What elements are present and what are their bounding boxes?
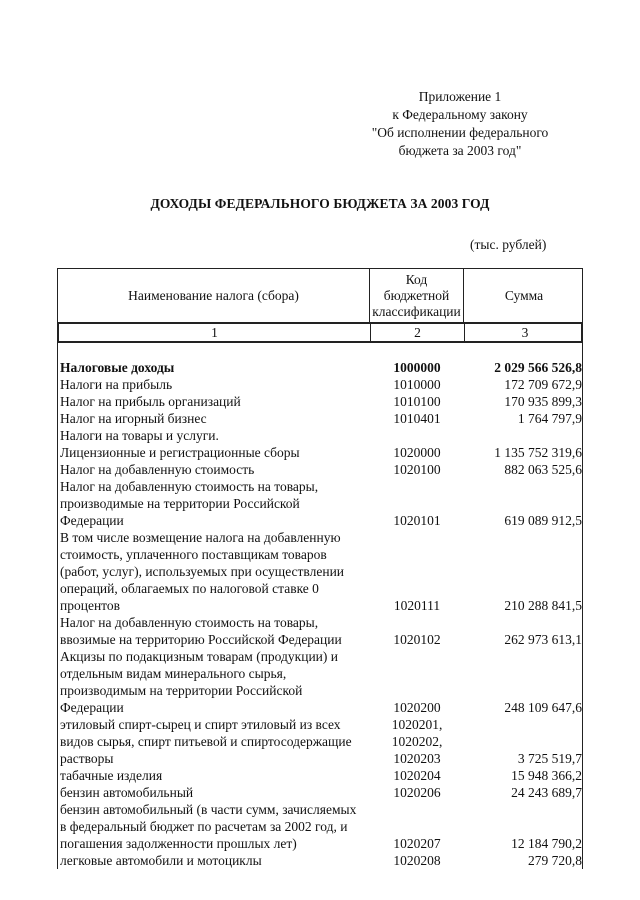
header-code-line-3: классификации bbox=[372, 303, 461, 319]
row-code: 1020203 bbox=[393, 751, 441, 766]
row-name-line: бензин автомобильный (в части сумм, зачисляемых bbox=[60, 802, 357, 817]
table-row bbox=[58, 801, 582, 852]
appendix-line-4: бюджета за 2003 год" bbox=[398, 143, 522, 158]
row-code: 1020101 bbox=[393, 513, 441, 528]
row-name bbox=[58, 359, 370, 376]
row-name bbox=[58, 614, 370, 648]
appendix-block bbox=[360, 88, 560, 160]
row-name-line: операций, облагаемых по налоговой ставке 0 bbox=[60, 581, 319, 596]
row-code: 1020202, bbox=[391, 734, 443, 749]
table-row bbox=[58, 716, 582, 733]
row-name bbox=[58, 784, 370, 801]
table-header bbox=[57, 268, 583, 322]
row-name-line: ввозимые на территорию Российской Федерации bbox=[60, 632, 342, 647]
table-row bbox=[58, 750, 582, 767]
row-code: 1010401 bbox=[393, 411, 441, 426]
row-name-line: производимым на территории Российской bbox=[60, 683, 303, 698]
row-name bbox=[58, 852, 370, 869]
row-code: 1000000 bbox=[393, 360, 441, 375]
row-sum: 3 725 519,7 bbox=[517, 751, 582, 766]
table-row bbox=[58, 461, 582, 478]
table-row bbox=[58, 410, 582, 427]
row-sum: 882 063 525,6 bbox=[504, 462, 582, 477]
row-name bbox=[58, 529, 370, 614]
row-code: 1020207 bbox=[393, 836, 441, 851]
document-title: ДОХОДЫ ФЕДЕРАЛЬНОГО БЮДЖЕТА ЗА 2003 ГОД bbox=[150, 196, 490, 211]
row-name-line: Налог на игорный бизнес bbox=[60, 411, 207, 426]
table-row bbox=[58, 376, 582, 393]
row-name-line: Акцизы по подакцизным товарам (продукции) и bbox=[60, 649, 338, 664]
row-name bbox=[58, 716, 370, 733]
row-sum: 15 948 366,2 bbox=[511, 768, 582, 783]
row-sum: 248 109 647,6 bbox=[504, 700, 582, 715]
row-name-line: производимые на территории Российской bbox=[60, 496, 300, 511]
table-row bbox=[58, 733, 582, 750]
row-code: 1020200 bbox=[393, 700, 441, 715]
row-sum: 619 089 912,5 bbox=[504, 513, 582, 528]
row-name-line: Налог на добавленную стоимость на товары, bbox=[60, 479, 319, 494]
row-code: 1020111 bbox=[393, 598, 441, 613]
row-name-line: процентов bbox=[60, 598, 121, 613]
row-name bbox=[58, 376, 370, 393]
row-name bbox=[58, 393, 370, 410]
row-name-line: отдельным видам минерального сырья, bbox=[60, 666, 287, 681]
row-name bbox=[58, 801, 370, 852]
units-label: (тыс. рублей) bbox=[470, 237, 547, 252]
row-sum: 210 288 841,5 bbox=[504, 598, 582, 613]
row-code: 1020102 bbox=[393, 632, 441, 647]
row-sum: 170 935 899,3 bbox=[504, 394, 582, 409]
header-code-line-1: Код bbox=[405, 271, 428, 287]
column-number: 1 bbox=[59, 324, 371, 341]
table-row bbox=[58, 648, 582, 716]
row-name-line: В том числе возмещение налога на добавленную bbox=[60, 530, 341, 545]
row-sum: 12 184 790,2 bbox=[511, 836, 582, 851]
header-name: Наименование налога (сбора) bbox=[58, 269, 370, 322]
row-name bbox=[58, 410, 370, 427]
row-name-line: табачные изделия bbox=[60, 768, 163, 783]
header-sum: Сумма bbox=[504, 287, 544, 303]
row-name-line: видов сырья, спирт питьевой и спиртосодержащие bbox=[60, 734, 352, 749]
appendix-line-1: Приложение 1 bbox=[418, 89, 502, 104]
table-row bbox=[58, 359, 582, 376]
row-name-line: Федерации bbox=[60, 513, 124, 528]
table-row bbox=[58, 393, 582, 410]
header-code bbox=[370, 269, 464, 322]
header-code-line-2: бюджетной bbox=[383, 287, 450, 303]
appendix-line-3: "Об исполнении федерального bbox=[371, 125, 549, 140]
row-name-line: погашения задолженности прошлых лет) bbox=[60, 836, 297, 851]
row-name-line: Налог на прибыль организаций bbox=[60, 394, 241, 409]
row-name-line: бензин автомобильный bbox=[60, 785, 194, 800]
row-name-line: Налоги на прибыль bbox=[60, 377, 173, 392]
table-row bbox=[58, 529, 582, 614]
row-code: 1020201, bbox=[391, 717, 443, 732]
row-sum: 279 720,8 bbox=[528, 853, 582, 868]
row-name-line: Налоги на товары и услуги. bbox=[60, 428, 219, 443]
row-code: 1020000 bbox=[393, 445, 441, 460]
row-name-line: Налог на добавленную стоимость bbox=[60, 462, 255, 477]
row-name-line: растворы bbox=[60, 751, 114, 766]
row-code: 1020204 bbox=[393, 768, 441, 783]
row-name bbox=[58, 461, 370, 478]
row-name bbox=[58, 750, 370, 767]
row-sum: 172 709 672,9 bbox=[504, 377, 582, 392]
row-name bbox=[58, 478, 370, 529]
row-code: 1010100 bbox=[393, 394, 441, 409]
table-body bbox=[57, 343, 583, 869]
appendix-line-2: к Федеральному закону bbox=[392, 107, 528, 122]
row-name-line: (работ, услуг), используемых при осуществлении bbox=[60, 564, 345, 579]
table-row bbox=[58, 614, 582, 648]
table-row bbox=[58, 784, 582, 801]
row-sum: 262 973 613,1 bbox=[504, 632, 582, 647]
row-code: 1020208 bbox=[393, 853, 441, 868]
row-code: 1020206 bbox=[393, 785, 441, 800]
row-sum: 1 135 752 319,6 bbox=[494, 445, 582, 460]
row-name bbox=[58, 427, 370, 444]
row-sum: 2 029 566 526,8 bbox=[494, 360, 582, 375]
table-row bbox=[58, 852, 582, 869]
row-name-line: Лицензионные и регистрационные сборы bbox=[60, 445, 300, 460]
row-name-line: Налог на добавленную стоимость на товары, bbox=[60, 615, 319, 630]
row-name-line: стоимость, уплаченного поставщикам товаров bbox=[60, 547, 327, 562]
row-name bbox=[58, 733, 370, 750]
row-name bbox=[58, 444, 370, 461]
row-sum: 1 764 797,9 bbox=[517, 411, 582, 426]
row-sum: 24 243 689,7 bbox=[511, 785, 582, 800]
table-row bbox=[58, 444, 582, 461]
column-number-row bbox=[57, 322, 583, 343]
row-code: 1020100 bbox=[393, 462, 441, 477]
row-name-line: Федерации bbox=[60, 700, 124, 715]
table-row bbox=[58, 767, 582, 784]
row-name bbox=[58, 767, 370, 784]
table-row bbox=[58, 478, 582, 529]
revenue-table bbox=[57, 268, 583, 869]
row-name bbox=[58, 648, 370, 716]
row-name-line: Налоговые доходы bbox=[60, 360, 175, 375]
table-row bbox=[58, 427, 582, 444]
column-number: 3 bbox=[521, 325, 529, 340]
row-code: 1010000 bbox=[393, 377, 441, 392]
row-name-line: в федеральный бюджет по расчетам за 2002 год, и bbox=[60, 819, 348, 834]
column-number: 2 bbox=[371, 324, 465, 341]
row-name-line: этиловый спирт-сырец и спирт этиловый из всех bbox=[60, 717, 341, 732]
row-name-line: легковые автомобили и мотоциклы bbox=[60, 853, 262, 868]
